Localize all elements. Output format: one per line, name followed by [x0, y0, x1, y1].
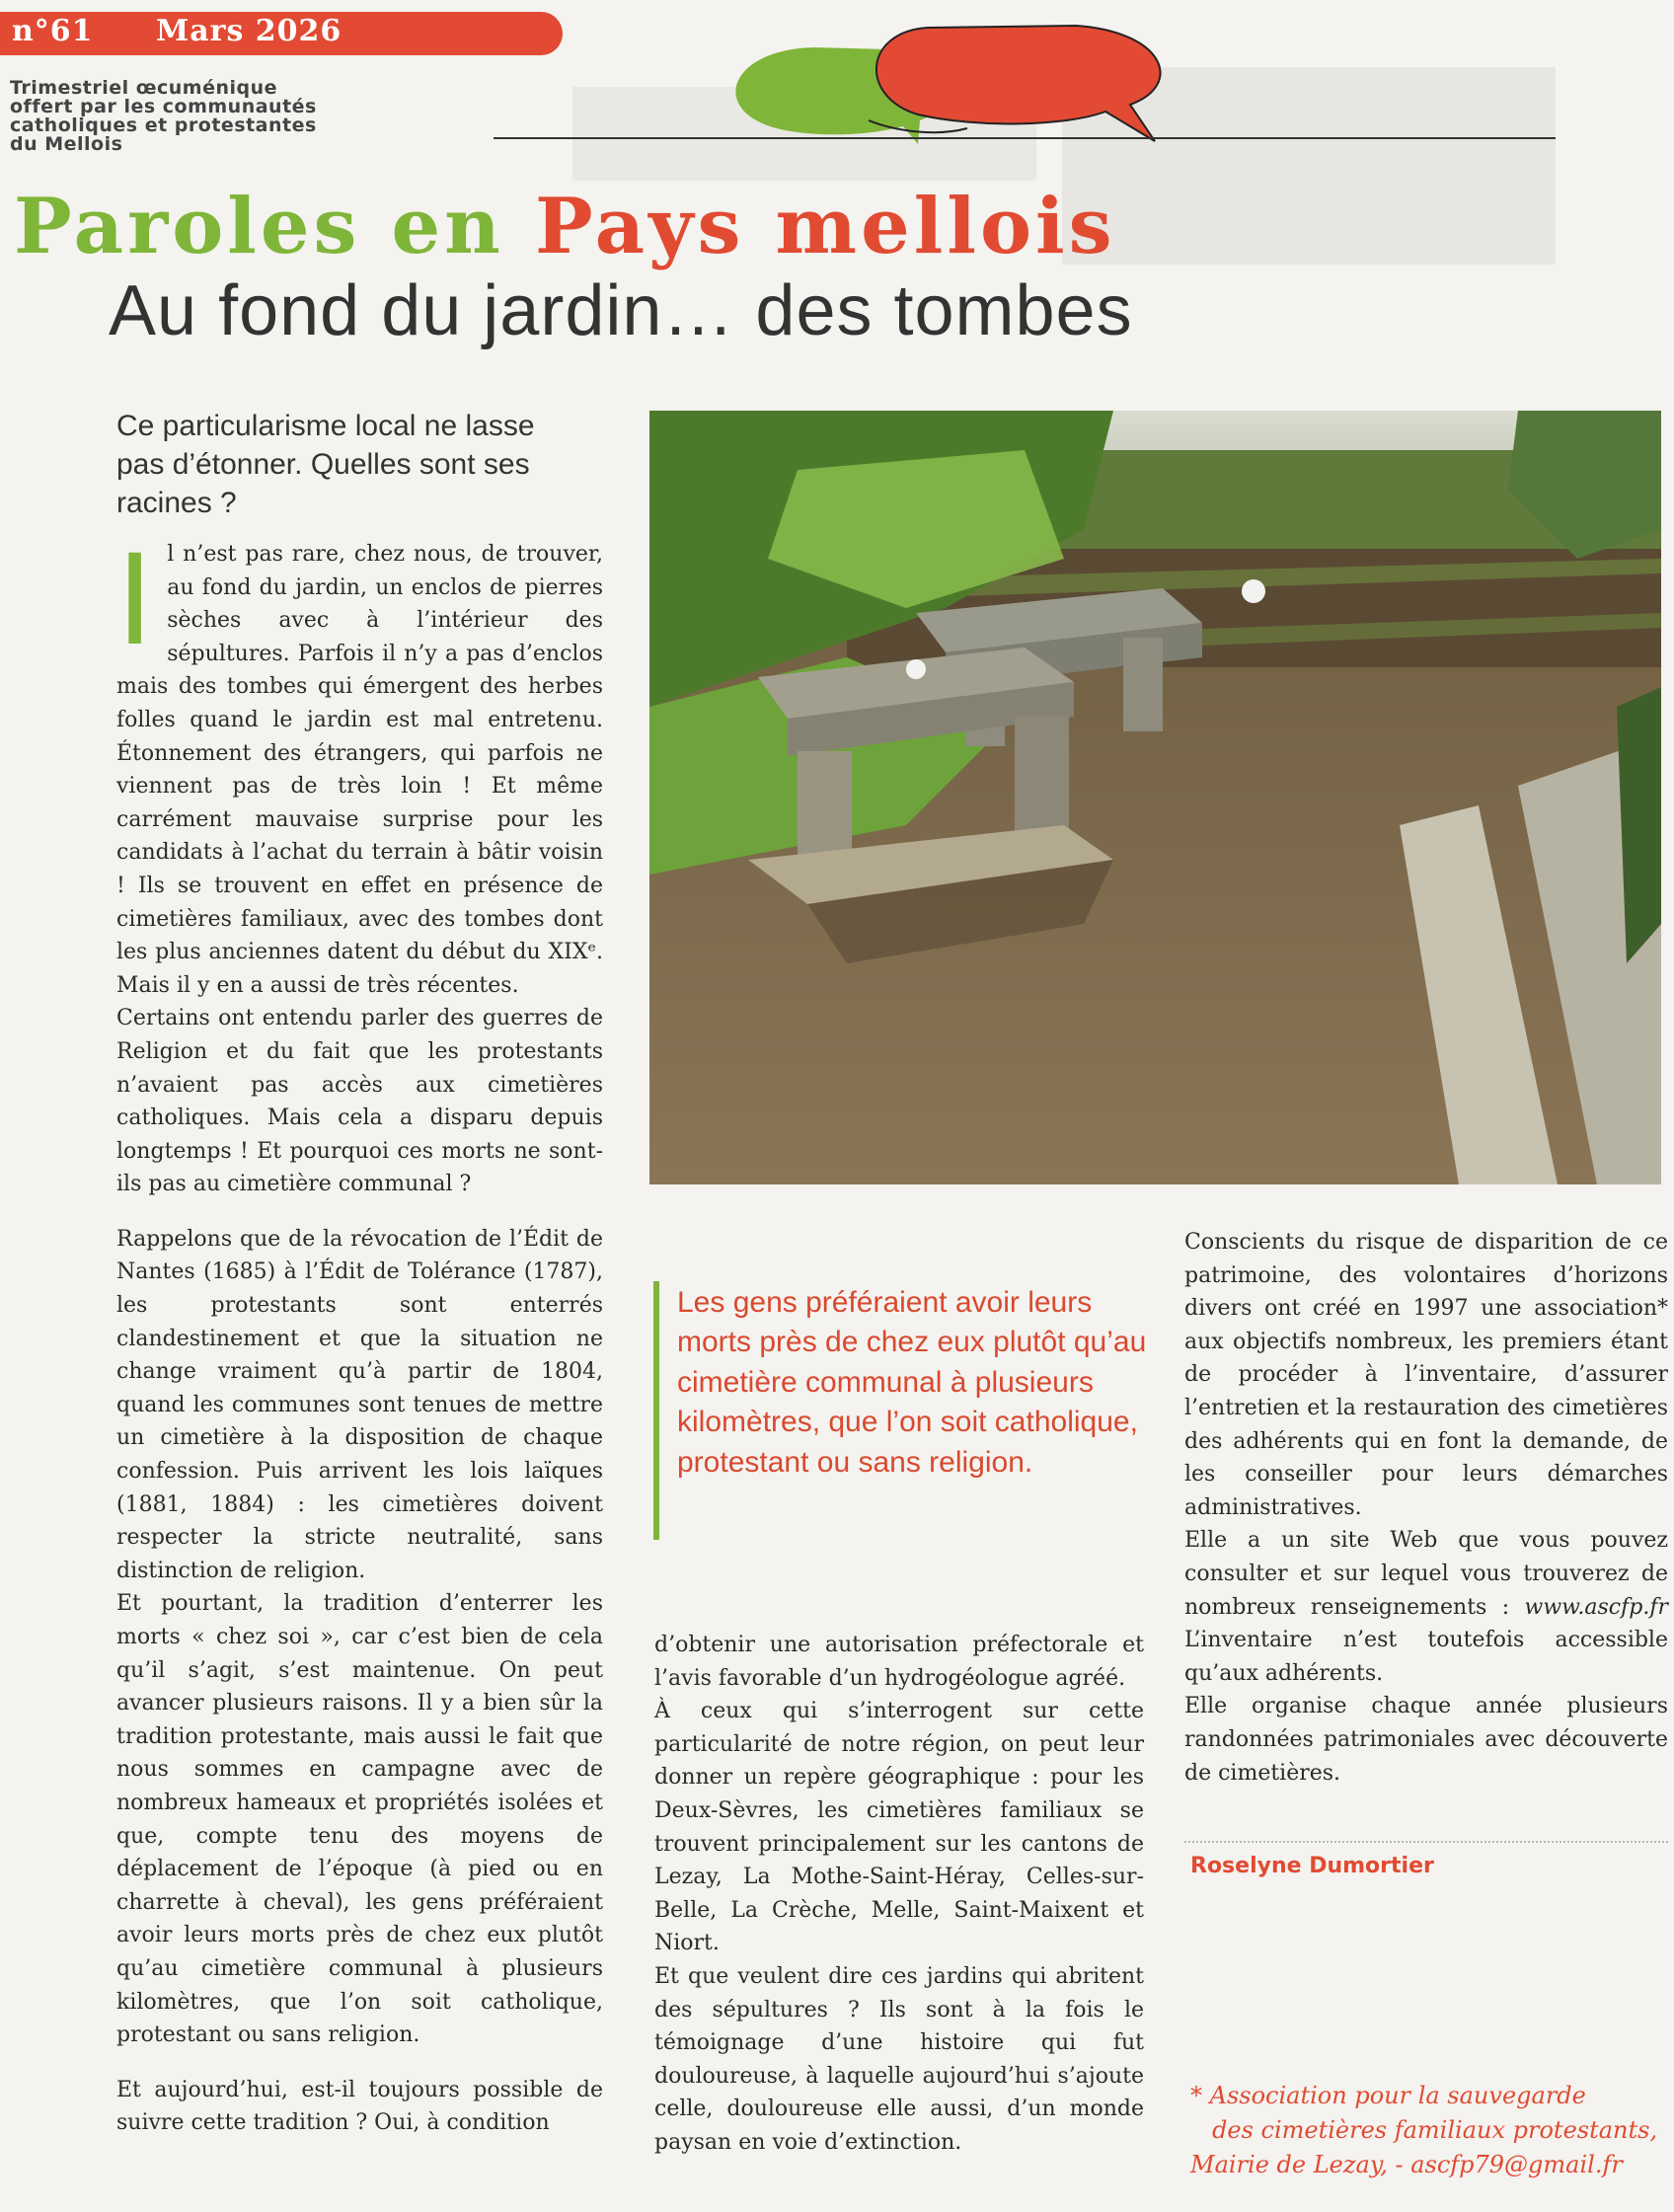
pull-quote: Les gens préféraient avoir leurs morts près de chez eux plutôt qu’au cimetière communal à plusieurs kilomètres, que l’on soit catholique, protestant ou sans religion. [677, 1286, 1147, 1479]
paragraph: Certains ont entendu parler des guerres de Religion et du fait que les protestants n’avaient pas accès aux cimetières catholiques. Mais cela a disparu depuis longtemps ! Et pourquoi ces morts ne sont-ils pas au cimetière communal ? [116, 1006, 603, 1197]
tagline [10, 79, 474, 154]
article-headline: Au fond du jardin… des tombes [109, 271, 1133, 350]
footnote [1190, 2079, 1664, 2182]
footnote-line: Mairie de Lezay, - ascfp79@gmail.fr [1190, 2151, 1623, 2178]
paragraph-text: l n’est pas rare, chez nous, de trouver, au fond du jardin, un enclos de pierres sèches avec à l’intérieur des sépultures. Parfois il n’y a pas d’enclos mais des tombes qui émergent des herbes folles quand le jardin est mal entretenu. Étonnement des étrangers, qui parfois ne viennent pas de très loin ! Et même carrément mauvaise surprise pour les candidats à l’achat du terrain à bâtir voisin ! Ils se trouvent en effet en présence de cimetières familiaux, avec des tombes dont les plus anciennes datent du début du XIXᵉ. Mais il y en a aussi de très récentes. [116, 542, 603, 998]
garden-tombs-photo [649, 411, 1661, 1184]
column-2 [654, 1629, 1144, 2160]
issue-number: n°61 [12, 14, 94, 48]
paragraph-text: Elle a un site Web que vous pouvez consulter et sur lequel vous trouverez de nombreux renseignements : [1184, 1528, 1668, 1620]
tagline-line: catholiques et protestantes [10, 114, 317, 136]
author-divider [1184, 1841, 1668, 1843]
issue-date: Mars 2026 [156, 14, 342, 48]
tagline-line: offert par les communautés [10, 96, 317, 117]
pull-quote-bar [653, 1281, 659, 1540]
paragraph [116, 525, 603, 1002]
title-part-green: Paroles en [14, 182, 504, 271]
header-rule [494, 137, 1556, 139]
paragraph: d’obtenir une autorisation préfectorale et l’avis favorable d’un hydrogéologue agréé. [654, 1633, 1144, 1691]
author-name: Roselyne Dumortier [1190, 1854, 1434, 1878]
footnote-line: * Association pour la sauvegarde [1190, 2082, 1586, 2109]
paragraph-text: L’inventaire n’est toutefois accessible qu’aux adhérents. [1184, 1628, 1668, 1686]
paragraph [1184, 1524, 1668, 1690]
website-link[interactable]: www.ascfp.fr [1524, 1594, 1668, 1620]
paragraph: Conscients du risque de disparition de ce patrimoine, des volontaires d’horizons divers ont créé en 1997 une association* aux objectifs nombreux, les premiers étant de procéder à l’inventaire, d’assurer l’entretien et la restauration des cimetières des adhérents qui en font la demande, de les conseiller pour leurs démarches administratives. [1184, 1230, 1668, 1520]
column-3 [1184, 1226, 1668, 1790]
paragraph: Et pourtant, la tradition d’enterrer les morts « chez soi », car c’est bien de cela qu’il s’agit, s’est maintenue. On peut avancer plusieurs raisons. Il y a bien sûr la tradition protestante, mais aussi le fait que nous sommes en campagne avec de nombreux hameaux et propriétés isolées et que, compte tenu des moyens de déplacement de l’époque (à pied ou en charrette à cheval), les gens préféraient avoir leurs morts près de chez eux plutôt qu’au cimetière communal à plusieurs kilomètres, que l’on soit catholique, protestant ou sans religion. [116, 1591, 603, 2048]
tagline-line: du Mellois [10, 133, 123, 155]
publication-title [14, 182, 1116, 271]
footnote-line: des cimetières familiaux protestants, [1212, 2116, 1658, 2144]
paragraph: Rappelons que de la révocation de l’Édit de Nantes (1685) à l’Édit de Tolérance (1787), les protestants sont enterrés clandestinement et que la situation ne change vraiment qu’à partir de 1804, quand les communes sont tenues de mettre un cimetière à la disposition de chaque confession. Puis arrivent les lois laïques (1881, 1884) : les cimetières doivent respecter la stricte neutralité, sans distinction de religion. [116, 1226, 603, 1583]
paragraph: Et que veulent dire ces jardins qui abritent des sépultures ? Ils sont à la fois le témoignage d’une histoire qui fut douloureuse, à laquelle aujourd’hui s’ajoute celle, douloureuse elle aussi, d’un monde paysan en voie d’extinction. [654, 1963, 1144, 2155]
paragraph: Et aujourd’hui, est-il toujours possible de suivre cette tradition ? Oui, à condition [116, 2077, 603, 2136]
speech-bubbles-logo [691, 18, 1204, 151]
drop-cap: I [116, 525, 154, 672]
paragraph: Elle organise chaque année plusieurs randonnées patrimoniales avec découverte de cimetières. [1184, 1694, 1668, 1786]
tagline-line: Trimestriel œcuménique [10, 77, 278, 99]
paragraph: À ceux qui s’interrogent sur cette particularité de notre région, on peut leur donner un repère géographique : pour les Deux-Sèvres, les cimetières familiaux se trouvent principalement sur les cantons de Lezay, La Mothe-Saint-Héray, Celles-sur-Belle, La Crèche, Melle, Saint-Maixent et Niort. [654, 1699, 1144, 1956]
article-lede: Ce particularisme local ne lasse pas d’étonner. Quelles sont ses racines ? [116, 410, 535, 519]
title-part-red: Pays mellois [535, 182, 1116, 271]
column-1 [116, 525, 603, 2140]
